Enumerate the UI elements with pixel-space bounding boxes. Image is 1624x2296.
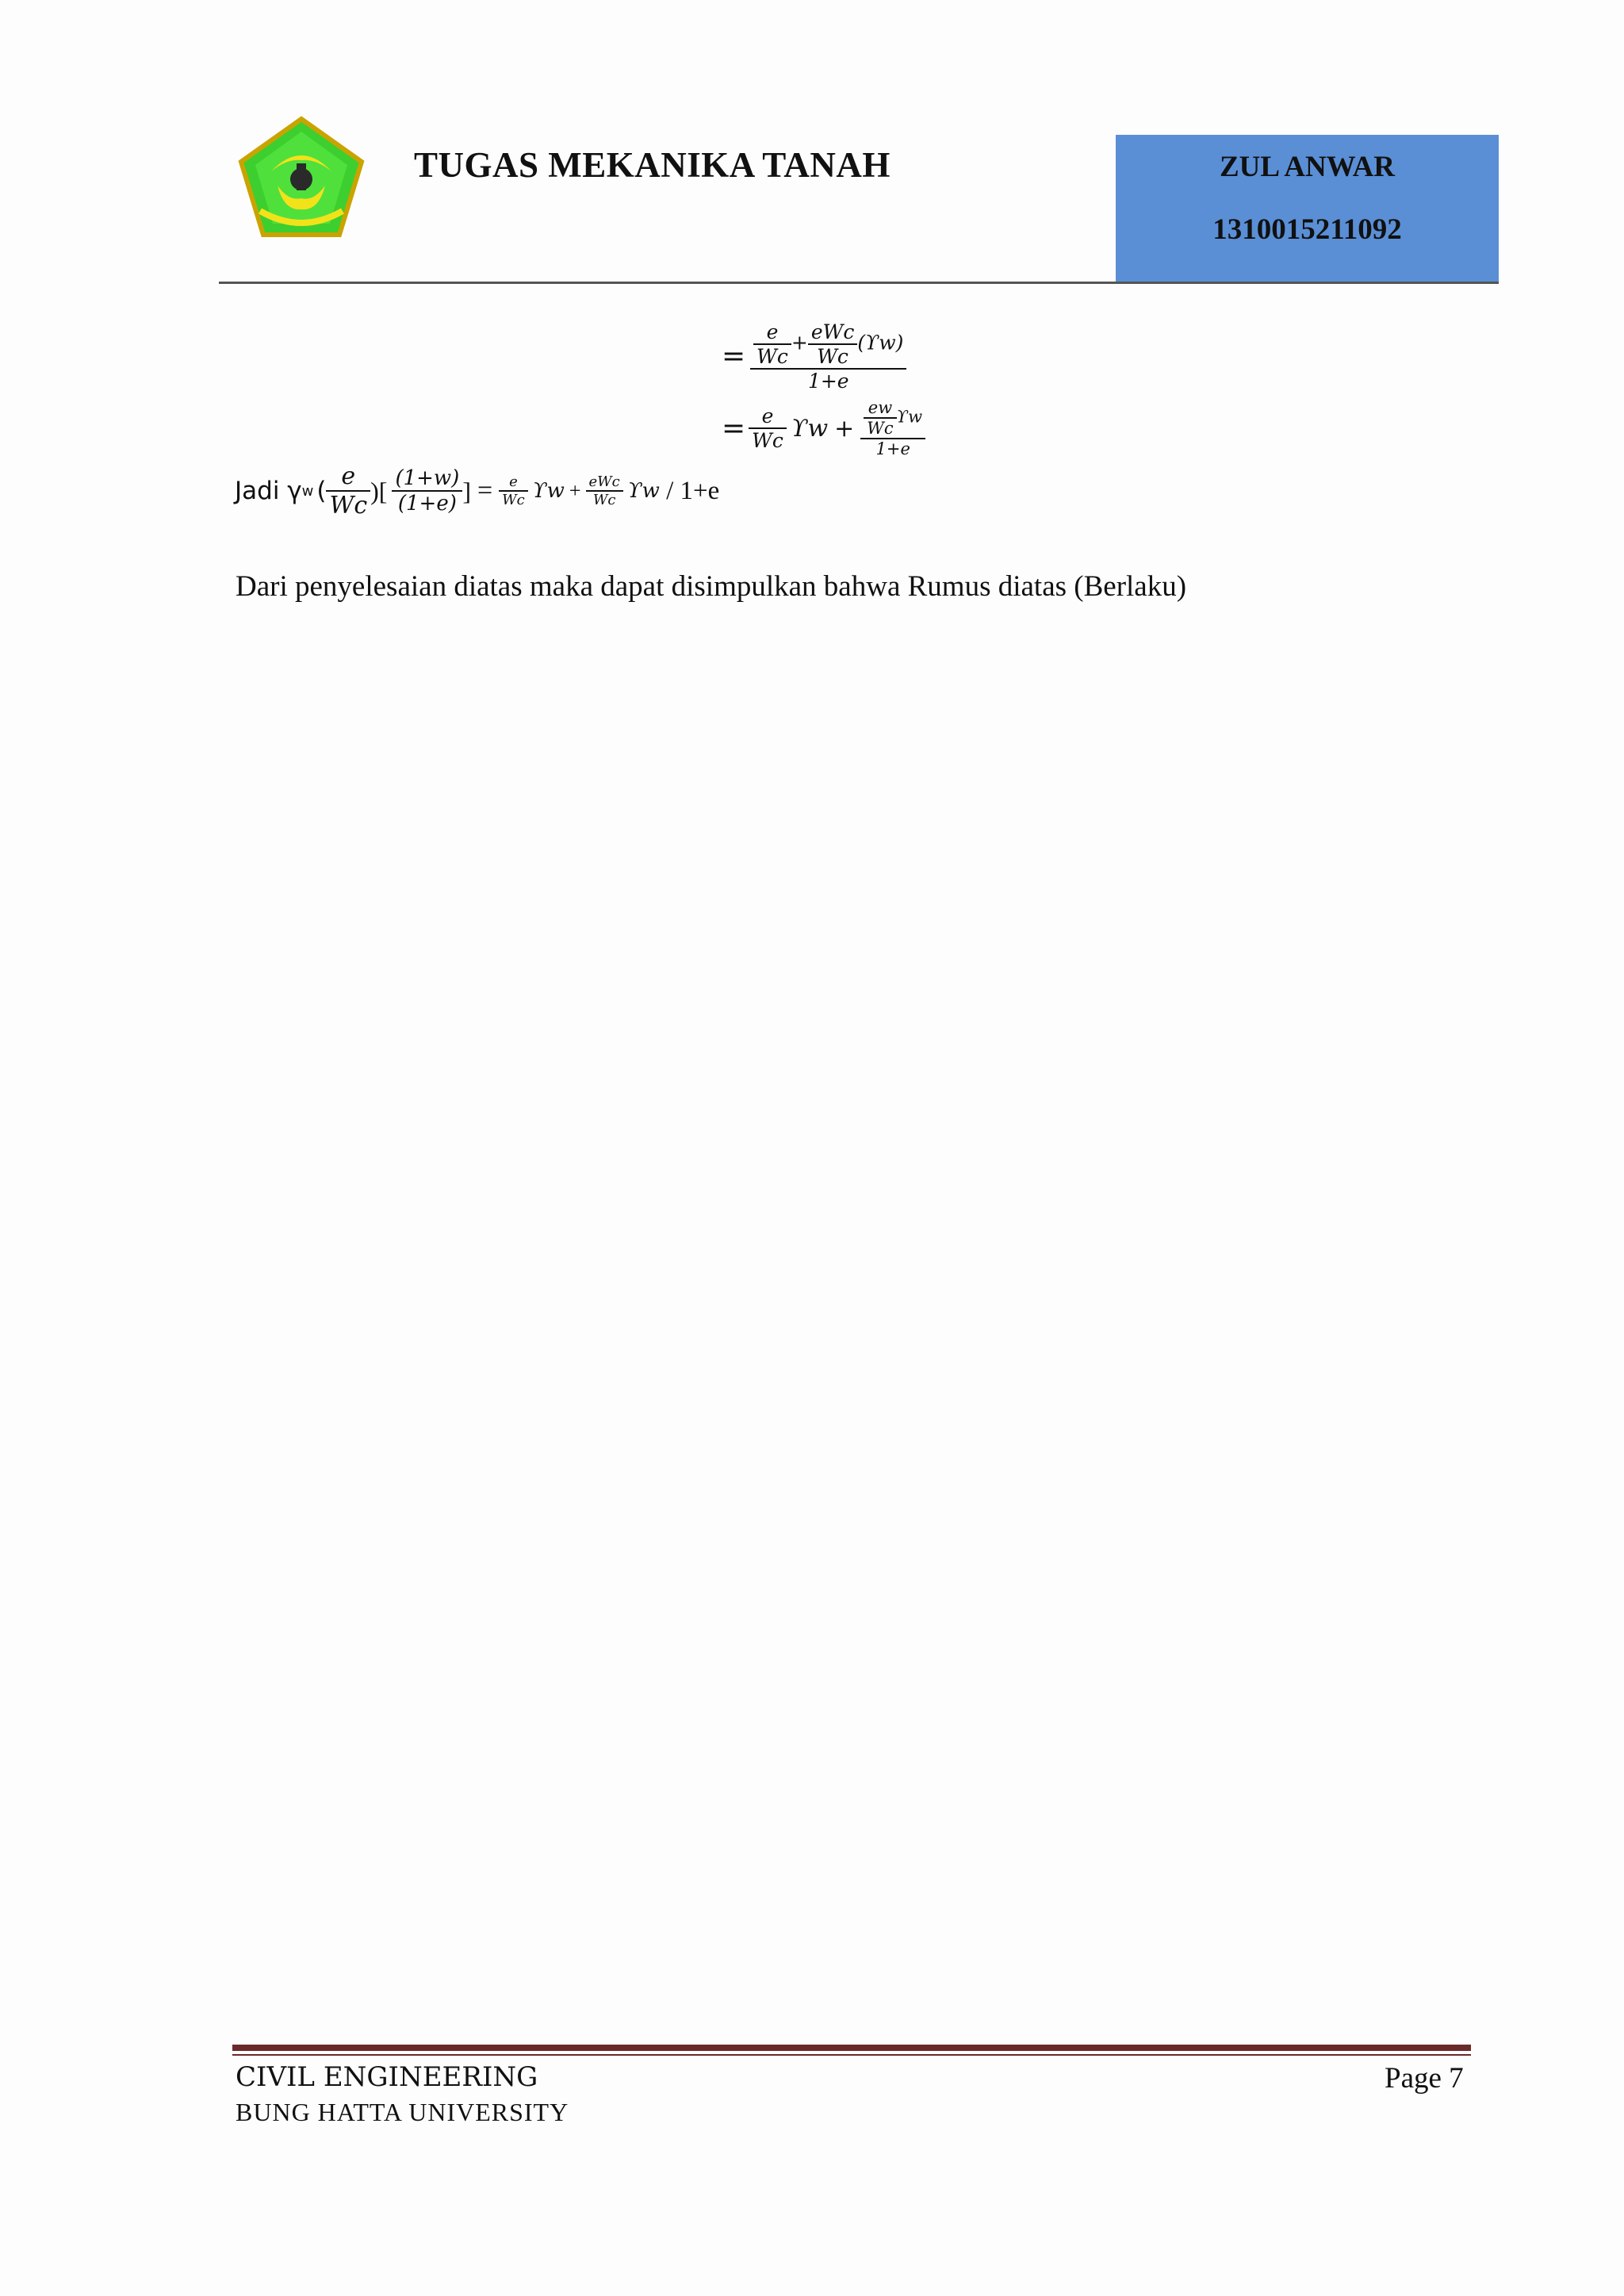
equation-line-2: = $\frac{e}{Wc}$ ϒw + $\frac{ew}{Wc}$ ϒw 1+e xyxy=(722,398,925,458)
author-box xyxy=(1116,135,1499,282)
document-title: TUGAS MEKANIKA TANAH xyxy=(414,145,891,185)
equals-sign: = xyxy=(722,340,746,373)
equals-sign: = xyxy=(722,412,746,445)
equation-line-1 xyxy=(722,320,906,393)
equation-result-line: Jadi γ w ( $\frac{e}{Wc}$ )[ $\frac{(1+w)}{(1+e)}$ ] = $\frac{e}{Wc}$ ϒw + $\frac{\text{eWc}}{Wc}$ ϒw / 1+e xyxy=(235,462,720,519)
footer-divider-thin xyxy=(232,2054,1471,2056)
author-name: ZUL ANWAR xyxy=(1219,151,1396,183)
footer-divider-thick xyxy=(232,2045,1471,2051)
header-divider xyxy=(219,282,1499,284)
fraction-main: $\frac{e}{Wc}$ + $\frac{\text{eWc}}{Wc}$ (ϒw) 1+e xyxy=(750,320,906,393)
conclusion-paragraph: Dari penyelesaian diatas maka dapat disimpulkan bahwa Rumus diatas (Berlaku) xyxy=(236,570,1187,603)
author-id: 1310015211092 xyxy=(1212,213,1402,246)
footer-department: CIVIL ENGINEERING xyxy=(236,2061,538,2093)
jadi-label: Jadi γ xyxy=(235,477,302,505)
page-number: Page 7 xyxy=(1385,2062,1464,2095)
footer-university: BUNG HATTA UNIVERSITY xyxy=(236,2098,569,2126)
university-logo-icon xyxy=(236,116,366,240)
